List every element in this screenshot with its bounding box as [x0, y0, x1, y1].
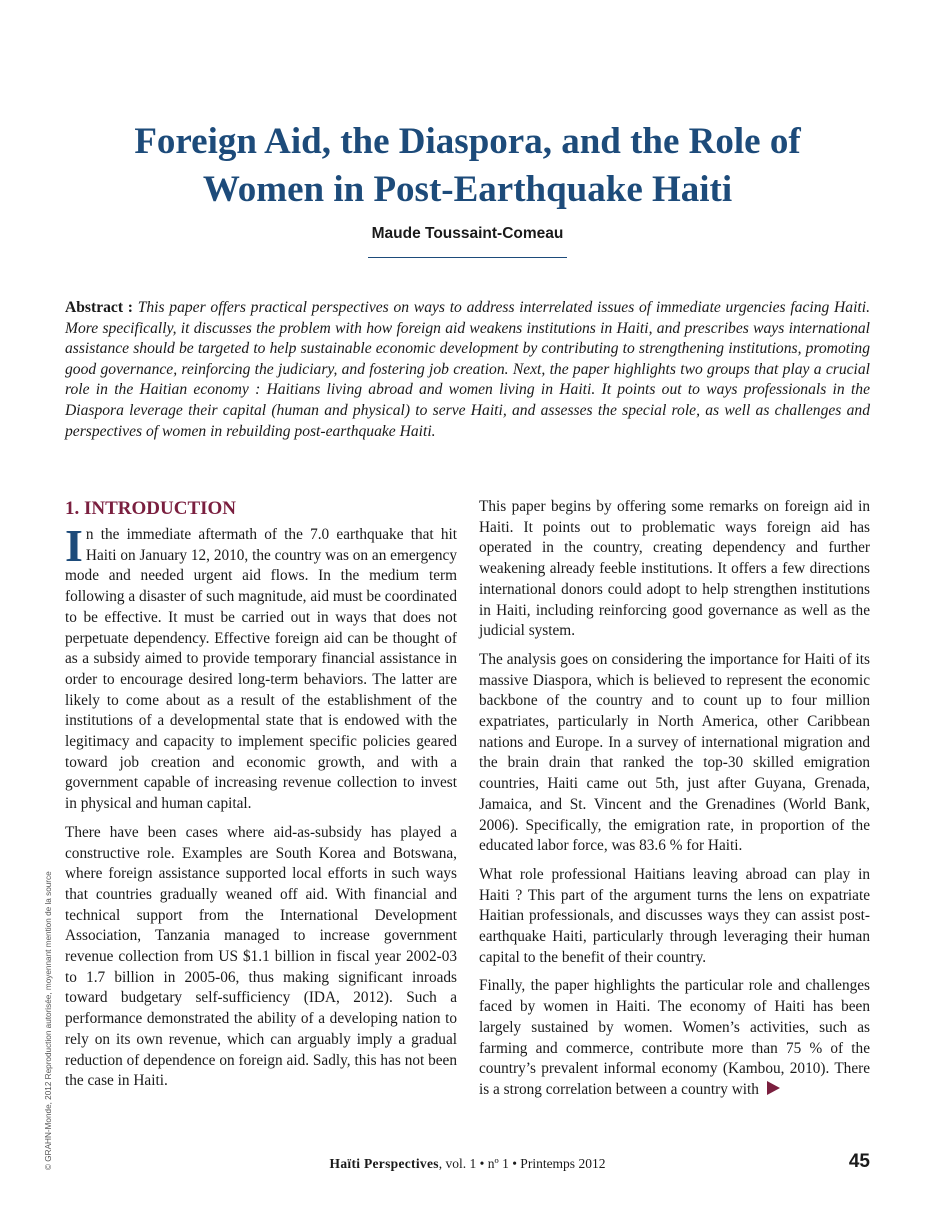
abstract-label: Abstract :	[65, 299, 133, 316]
right-paragraph-2: The analysis goes on considering the importance for Haiti of its massive Diaspora, which is believed to represent the economic backbone of the country and to count up to four million expatriates, particularly in North America, other Caribbean nations and Europe. In a survey of international migration and the brain drain that ranked the top-30 skilled emigration countries, Haiti came out 5th, just after Guyana, Grenada, Jamaica, and St. Vincent and the Grenadines (World Bank, 2006). Specifically, the emigration rate, in proportion of the educated labor force, was 83.6 % for Haiti.	[479, 650, 870, 855]
section-heading: 1. INTRODUCTION	[65, 498, 237, 519]
issue-info: , vol. 1 • nº 1 • Printemps 2012	[438, 1156, 606, 1171]
intro-paragraph-1	[65, 520, 457, 815]
right-paragraph-3: What role professional Haitians leaving abroad can play in Haiti ? This part of the argument turns the lens on expatriate Haitian professionals, and discusses ways they can assist post-earthquake Haiti, particularly through leveraging their human capital to the benefit of their country.	[479, 865, 870, 966]
intro-paragraph-1-text: n the immediate aftermath of the 7.0 earthquake that hit Haiti on January 12, 2010, the country was on an emergency mode and needed urgent aid flows. In the medium term following a disaster of such magnitude, aid must be coordinated to be effective. It must be carried out in ways that does not perpetuate dependency. Effective foreign aid can be thought of as a subsidy aimed to provide temporary financial assistance in order to encourage desired long-term behaviors. The latter are likely to come about as a result of the establishment of the institutions of a developmental state that is endowed with the legitimacy and capacity to implement specific policies geared toward job creation and economic growth, and with a government capable of increasing revenue collection to invest in physical and human capital.	[65, 526, 457, 813]
article-title-line2: Women in Post-Earthquake Haiti	[202, 169, 733, 210]
abstract	[65, 298, 870, 442]
journal-name: Haïti Perspectives	[329, 1156, 439, 1171]
drop-cap: I	[65, 520, 83, 571]
abstract-text: This paper offers practical perspectives on ways to address interrelated issues of immediate urgencies facing Haiti. More specifically, it discusses the problem with how foreign aid weakens institutions in Haiti, and prescribes ways international assistance should be targeted to help sustainable economic development by contributing to strengthening institutions, promoting good governance, reinforcing the judiciary, and fostering job creation. Next, the paper highlights two groups that play a crucial role in the Haitian economy : Haitians living abroad and women living in Haiti. It points out to ways professionals in the Diaspora leverage their capital (human and physical) to serve Haiti, and assesses the special role, as well as challenges and perspectives of women in rebuilding post-earthquake Haiti.	[65, 299, 870, 440]
article-title	[60, 118, 875, 214]
author-name: Maude Toussaint-Comeau	[371, 225, 564, 242]
intro-paragraph-2: There have been cases where aid-as-subsidy has played a constructive role. Examples are South Korea and Botswana, where foreign assistance supported local efforts in such ways that countries gradually weaned off aid. With financial and technical support from the International Development Association, Tanzania managed to increase government revenue collection from US $1.1 billion in fiscal year 2002-03 to 1.7 billion in 2005-06, thus making significant inroads toward budgetary self-sufficiency (IDA, 2012). Such a performance demonstrated the ability of a developing nation to rely on its own revenue, which can arguably imply a gradual reduction of dependence on foreign aid. Sadly, this has not been the case in Haiti.	[65, 823, 457, 1090]
article-title-line1: Foreign Aid, the Diaspora, and the Role of	[134, 121, 801, 162]
right-paragraph-1: This paper begins by offering some remarks on foreign aid in Haiti. It points out to problematic ways foreign aid has operated in the country, creating dependency and further weakening already feeble institutions. It offers a few directions international donors could adopt to help strengthen institutions in Haiti, including reinforcing good governance as well as the judicial system.	[479, 498, 870, 640]
left-column	[65, 497, 457, 1100]
right-column	[479, 497, 870, 1109]
copyright-notice: © GRAHN-Monde, 2012 Reproduction autorisée, moyennant mention de la source	[44, 871, 53, 1170]
footer	[0, 1156, 935, 1172]
right-paragraph-4	[479, 976, 870, 1100]
continue-arrow-icon	[767, 1081, 780, 1095]
title-divider	[368, 257, 567, 258]
right-paragraph-4-text: Finally, the paper highlights the particular role and challenges faced by women in Haiti. The economy of Haiti has been largely sustained by women. Women’s activities, such as farming and commerce, contribute more than 75 % of the country’s prevalent informal economy (Kambou, 2010). There is a strong correlation between a country with	[479, 977, 870, 1098]
page-number: 45	[848, 1151, 870, 1172]
